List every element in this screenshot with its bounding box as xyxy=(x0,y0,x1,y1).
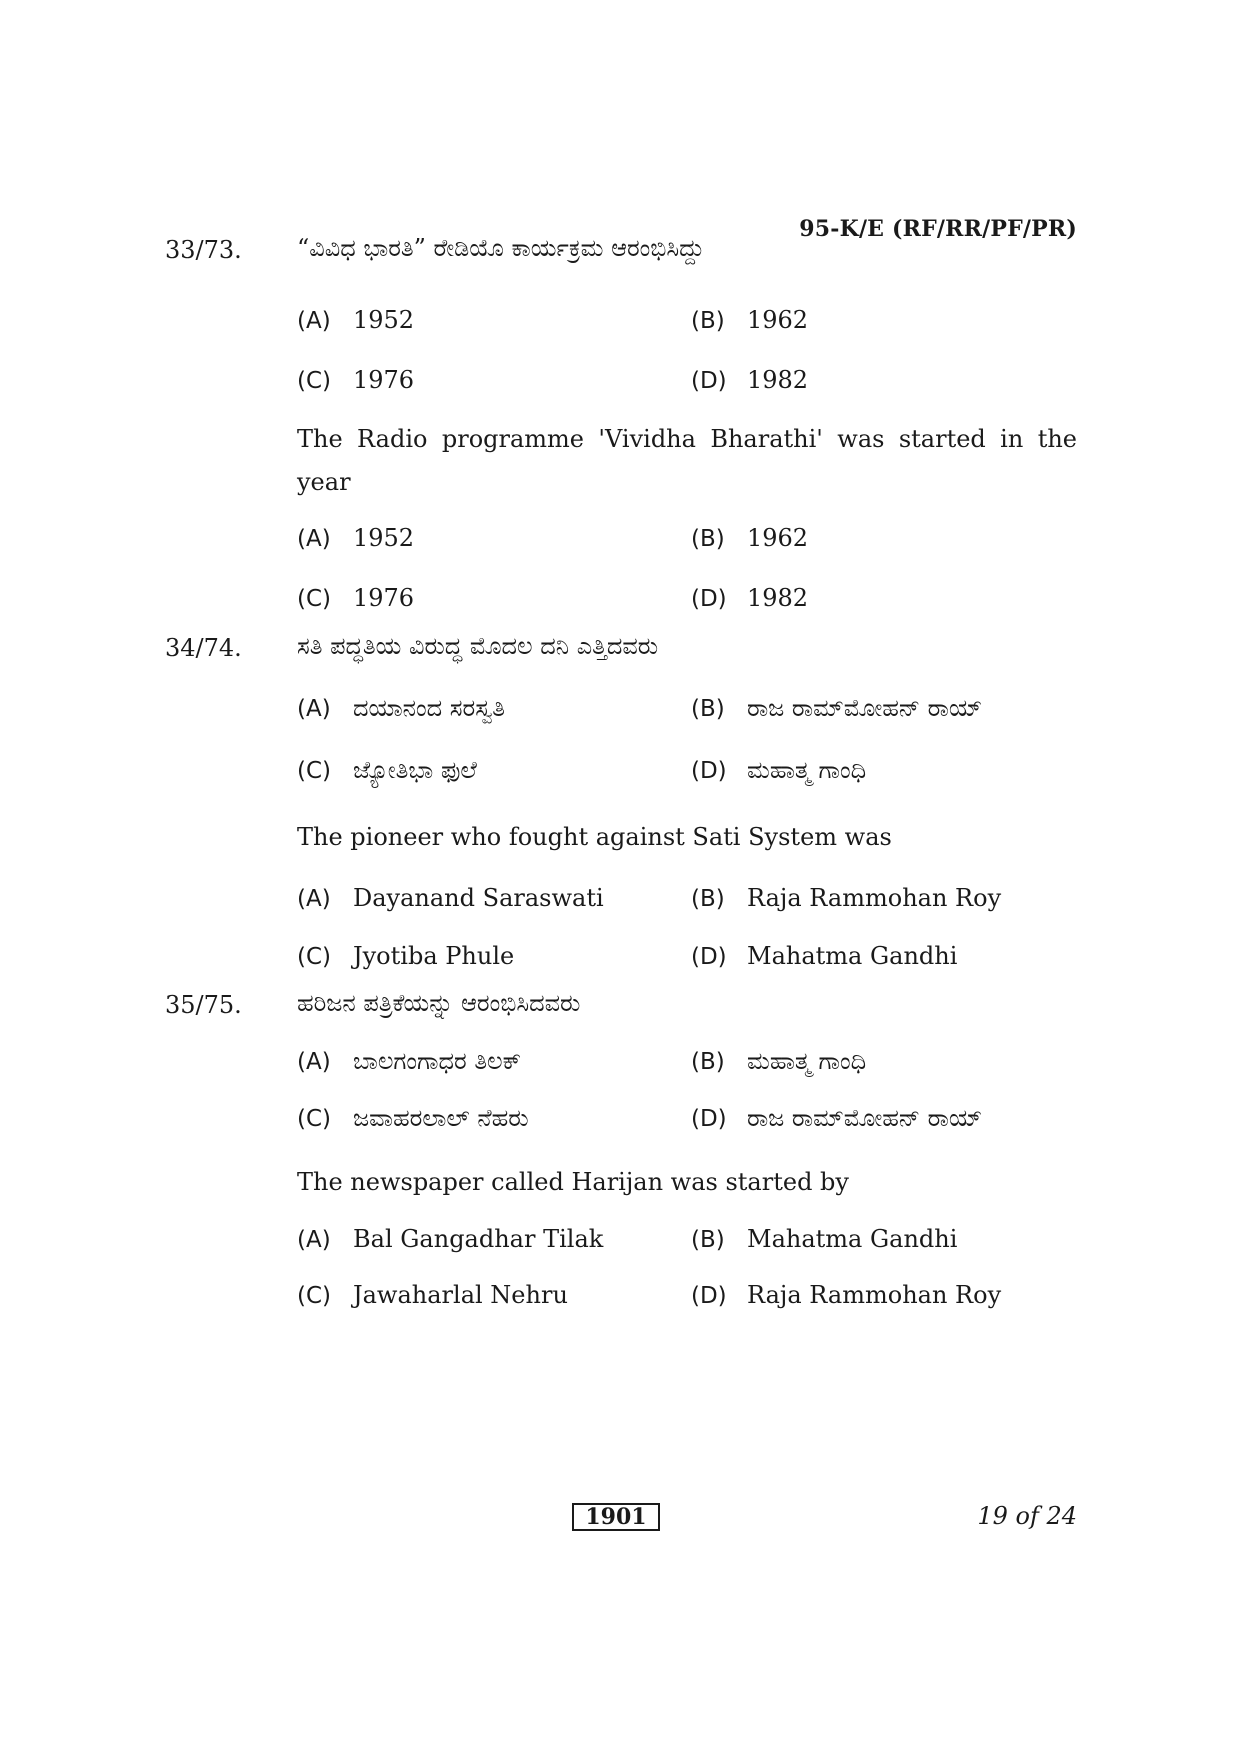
option-label: (C) xyxy=(297,944,332,970)
option-label: (C) xyxy=(297,1283,332,1309)
option-text: ಜವಾಹರಲಾಲ್ ನೆಹರು xyxy=(353,1104,529,1132)
option-text: Raja Rammohan Roy xyxy=(747,884,1002,912)
option-a-english xyxy=(297,884,604,912)
option-label: (C) xyxy=(297,586,332,612)
option-label: (D) xyxy=(691,1283,727,1309)
option-text: 1962 xyxy=(747,306,809,334)
option-label: (B) xyxy=(691,886,725,912)
option-text: Mahatma Gandhi xyxy=(747,942,958,970)
option-label: (A) xyxy=(297,696,331,722)
option-label: (D) xyxy=(691,944,727,970)
question-number: 34/74. xyxy=(165,634,242,662)
paper-code: 95-K/E (RF/RR/PF/PR) xyxy=(799,216,1077,242)
option-text: 1976 xyxy=(353,366,415,394)
option-label: (B) xyxy=(691,696,725,722)
question-number: 35/75. xyxy=(165,991,242,1019)
option-b-english xyxy=(691,884,1001,912)
option-label: (A) xyxy=(297,1227,331,1253)
option-a-english xyxy=(297,1225,603,1253)
option-label: (A) xyxy=(297,886,331,912)
option-b-kannada xyxy=(691,694,982,722)
question-stem-english: The pioneer who fought against Sati System was xyxy=(297,823,892,851)
option-label: (D) xyxy=(691,368,727,394)
option-c-kannada xyxy=(297,1104,529,1132)
option-text: 1976 xyxy=(353,584,415,612)
question-stem-kannada: ಹರಿಜನ ಪತ್ರಿಕೆಯನ್ನು ಆರಂಭಿಸಿದವರು xyxy=(297,989,581,1017)
option-d-english xyxy=(691,584,808,612)
option-a-kannada xyxy=(297,306,414,334)
option-b-english xyxy=(691,524,808,552)
booklet-code: 1901 xyxy=(572,1503,660,1531)
option-text: 1982 xyxy=(747,584,809,612)
option-text: 1952 xyxy=(353,306,415,334)
option-text: ಮಹಾತ್ಮ ಗಾಂಧಿ xyxy=(747,756,867,784)
option-label: (A) xyxy=(297,526,331,552)
option-c-english xyxy=(297,942,514,970)
option-text: 1982 xyxy=(747,366,809,394)
option-label: (B) xyxy=(691,308,725,334)
option-text: ಬಾಲಗಂಗಾಧರ ತಿಲಕ್ xyxy=(353,1047,522,1075)
option-label: (B) xyxy=(691,526,725,552)
option-text: 1962 xyxy=(747,524,809,552)
option-text: ರಾಜ ರಾಮ್‌ಮೋಹನ್ ರಾಯ್ xyxy=(747,694,983,722)
option-text: ದಯಾನಂದ ಸರಸ್ವತಿ xyxy=(353,694,505,722)
option-label: (D) xyxy=(691,758,727,784)
option-text: 1952 xyxy=(353,524,415,552)
option-d-kannada xyxy=(691,1104,982,1132)
option-text: Jyotiba Phule xyxy=(353,942,515,970)
option-a-kannada xyxy=(297,1047,521,1075)
option-label: (B) xyxy=(691,1049,725,1075)
option-c-english xyxy=(297,1281,568,1309)
option-b-english xyxy=(691,1225,957,1253)
option-b-kannada xyxy=(691,306,808,334)
option-label: (C) xyxy=(297,368,332,394)
question-stem-kannada: “ವಿವಿಧ ಭಾರತಿ” ರೇಡಿಯೊ ಕಾರ್ಯಕ್ರಮ ಆರಂಭಿಸಿದ್ದು xyxy=(297,234,705,262)
question-stem-english: The newspaper called Harijan was started by xyxy=(297,1168,849,1196)
option-a-english xyxy=(297,524,414,552)
option-label: (C) xyxy=(297,758,332,784)
option-label: (C) xyxy=(297,1106,332,1132)
option-text: Bal Gangadhar Tilak xyxy=(353,1225,604,1253)
option-text: ಮಹಾತ್ಮ ಗಾಂಧಿ xyxy=(747,1047,867,1075)
option-d-kannada xyxy=(691,756,866,784)
option-text: Raja Rammohan Roy xyxy=(747,1281,1002,1309)
option-text: Mahatma Gandhi xyxy=(747,1225,958,1253)
option-label: (A) xyxy=(297,308,331,334)
question-stem-english: The Radio programme 'Vividha Bharathi' was started in the year xyxy=(297,425,1077,496)
option-c-kannada xyxy=(297,366,414,394)
question-stem-kannada: ಸತಿ ಪದ್ಧತಿಯ ವಿರುದ್ಧ ಮೊದಲ ದನಿ ಎತ್ತಿದವರು xyxy=(297,632,659,660)
option-label: (D) xyxy=(691,586,727,612)
option-label: (A) xyxy=(297,1049,331,1075)
option-c-kannada xyxy=(297,756,477,784)
option-d-kannada xyxy=(691,366,808,394)
option-c-english xyxy=(297,584,414,612)
option-text: ರಾಜ ರಾಮ್‌ಮೋಹನ್ ರಾಯ್ xyxy=(747,1104,983,1132)
option-b-kannada xyxy=(691,1047,866,1075)
page-number: 19 of 24 xyxy=(977,1502,1077,1530)
option-text: Dayanand Saraswati xyxy=(353,884,604,912)
option-text: Jawaharlal Nehru xyxy=(353,1281,568,1309)
question-number: 33/73. xyxy=(165,236,242,264)
option-text: ಜ್ಯೋತಿಭಾ ಫುಲೆ xyxy=(353,756,477,784)
option-d-english xyxy=(691,1281,1001,1309)
option-d-english xyxy=(691,942,957,970)
option-label: (B) xyxy=(691,1227,725,1253)
option-a-kannada xyxy=(297,694,505,722)
option-label: (D) xyxy=(691,1106,727,1132)
